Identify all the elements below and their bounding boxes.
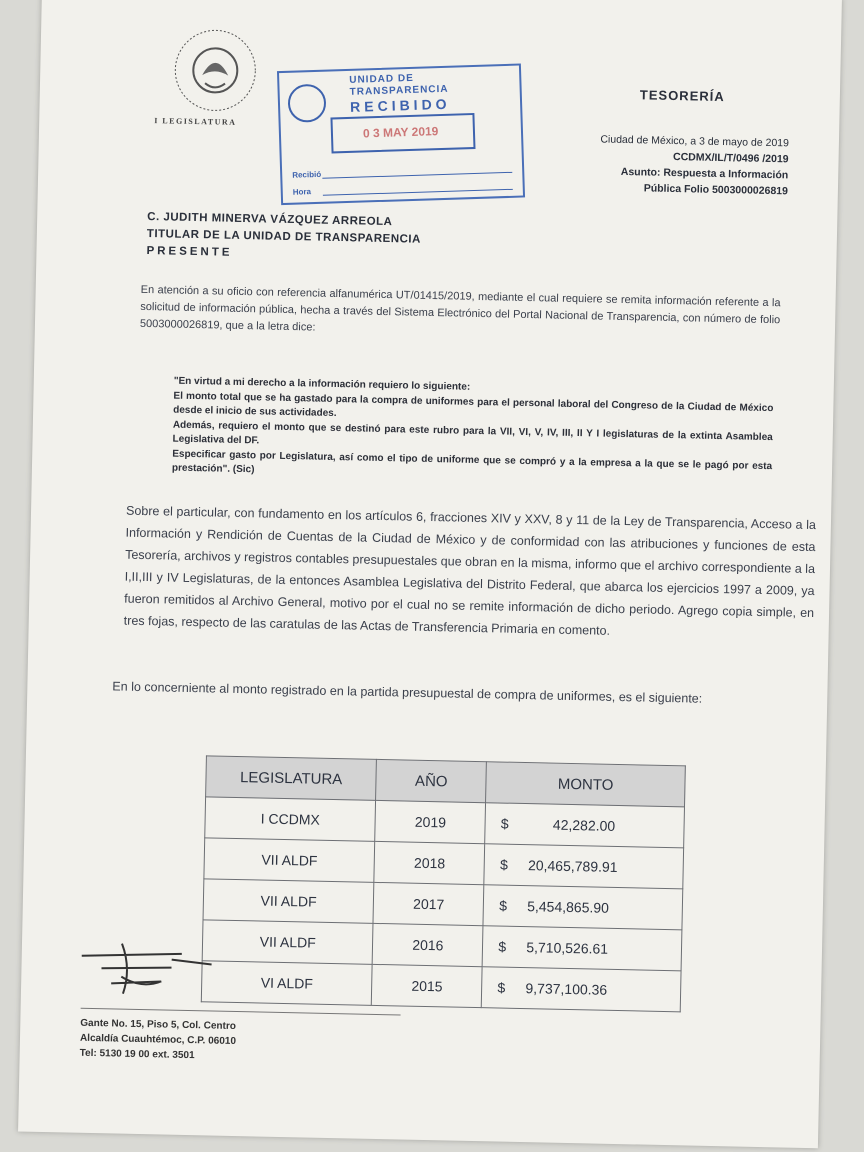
column-header: AÑO	[376, 759, 487, 802]
amount-cell	[482, 967, 682, 1012]
received-stamp	[277, 63, 525, 205]
currency-symbol: $	[500, 815, 509, 832]
response-paragraph: Sobre el particular, con fundamento en los artículos 6, fracciones XIV y XXV, 8 y 11 de la Ley de Transparencia, Acceso a la Información y Rendición de Cuentas de la Ciudad de México y de conformidad con las atribuciones y funciones de esta Tesorería, archivos y registros contables presupuestales que obran en la misma, informo que el archivo correspondiente a la I,II,III y IV Legislaturas, de la entonces Asamblea Legislativa del Distrito Federal, que abarca los ejercicios 1997 a 2009, ya fueron remitidos al Archivo General, motivo por el cual no se remite información de dicho periodo. Agrego copia simple, en tres fojas, respecto de las caratulas de las Actas de Transferencia Primaria en comento.	[123, 503, 817, 638]
currency-symbol: $	[497, 979, 506, 996]
addressee-title: TITULAR DE LA UNIDAD DE TRANSPARENCIA	[146, 227, 421, 246]
legislature-label: I LEGISLATURA	[154, 116, 237, 127]
stamp-logo-icon	[287, 84, 326, 123]
quote-line: Además, requiero el monto que se destinó para este rubro para la VII, VI, V, IV, III, II Y I legislaturas de la extinta Asamblea Legislativa del DF.	[172, 419, 773, 447]
stamp-line-3: RECIBIDO	[349, 95, 451, 115]
year-cell: 2015	[372, 964, 483, 1007]
amount-cell	[483, 885, 683, 930]
stamp-date: 0 3 MAY 2019	[362, 124, 439, 141]
quoted-request	[172, 375, 774, 489]
footer-line: Alcaldía Cuauhtémoc, C.P. 06010	[79, 1032, 237, 1048]
addressee-name: C. JUDITH MINERVA VÁZQUEZ ARREOLA	[147, 211, 393, 229]
year-cell: 2016	[372, 923, 483, 966]
quote-line: El monto total que se ha gastado para la compra de uniformes para el personal laboral del Congreso de la Ciudad de México desde el inicio de sus actividades.	[173, 390, 774, 420]
quote-line: Especificar gasto por Legislatura, así como el tipo de uniforme que se compró y a la empresa a la que se le pagó por esta prestación". (Sic)	[171, 448, 773, 476]
footer-line: Tel: 5130 19 00 ext. 3501	[79, 1047, 195, 1062]
department-title: TESORERÍA	[639, 87, 725, 105]
currency-symbol: $	[498, 938, 507, 955]
column-header: LEGISLATURA	[206, 756, 377, 801]
amount-value: 9,737,100.36	[525, 980, 608, 998]
stamp-time-line	[323, 189, 513, 196]
table-row	[201, 961, 681, 1012]
national-seal-icon	[159, 24, 271, 126]
column-header: MONTO	[486, 762, 686, 807]
legislatura-cell: VII ALDF	[204, 838, 375, 883]
table-intro-paragraph: En lo concerniente al monto registrado en la partida presupuestal de compra de uniformes, es el siguiente:	[112, 679, 703, 706]
amount-cell	[485, 803, 685, 848]
stamp-received-label: Recibió	[292, 169, 322, 180]
currency-symbol: $	[499, 897, 508, 914]
handwritten-signature	[61, 937, 222, 1000]
footer-line: Gante No. 15, Piso 5, Col. Centro	[80, 1017, 237, 1033]
footer-address	[80, 1016, 237, 1064]
amount-value: 5,710,526.61	[526, 939, 609, 957]
stamp-date-box	[330, 113, 475, 154]
year-cell: 2017	[373, 882, 484, 925]
amount-value: 5,454,865.90	[527, 898, 610, 916]
quote-line: "En virtud a mi derecho a la información requiero lo siguiente:	[173, 375, 471, 393]
letter-header-info	[599, 131, 789, 199]
uniform-spending-table	[201, 755, 686, 1012]
legislatura-cell: VII ALDF	[203, 879, 374, 924]
amount-value: 42,282.00	[552, 816, 616, 834]
year-cell: 2019	[375, 800, 486, 843]
subject-line-1: Asunto: Respuesta a Información	[620, 165, 789, 182]
legislatura-cell: VII ALDF	[202, 920, 373, 965]
subject-line-2: Pública Folio 5003000026819	[643, 182, 789, 198]
currency-symbol: $	[499, 856, 509, 873]
footer-divider	[81, 1008, 401, 1016]
stamp-line-1: UNIDAD DE	[349, 72, 414, 86]
amount-cell	[482, 926, 682, 971]
amount-cell	[484, 844, 684, 889]
amount-value: 20,465,789.91	[527, 857, 618, 875]
addressee-block	[146, 209, 421, 266]
stamp-line-2: TRANSPARENCIA	[349, 83, 449, 98]
place-date: Ciudad de México, a 3 de mayo de 2019	[600, 133, 790, 150]
stamp-time-label: Hora	[292, 187, 312, 197]
year-cell: 2018	[374, 841, 485, 884]
addressee-present: PRESENTE	[146, 244, 233, 259]
reference-number: CCDMX/IL/T/0496 /2019	[672, 151, 789, 166]
legislatura-cell: I CCDMX	[205, 797, 376, 842]
letter-page	[18, 0, 842, 1148]
stamp-signature-line	[322, 172, 512, 179]
intro-paragraph: En atención a su oficio con referencia alfanumérica UT/01415/2019, mediante el cual requiere se remita información referente a la solicitud de información pública, hecha a través del Sistema Electrónico del Portal Nacional de Transparencia, con número de folio 5003000026819, que a la letra dice:	[139, 283, 781, 334]
legislatura-cell: VI ALDF	[201, 961, 372, 1006]
